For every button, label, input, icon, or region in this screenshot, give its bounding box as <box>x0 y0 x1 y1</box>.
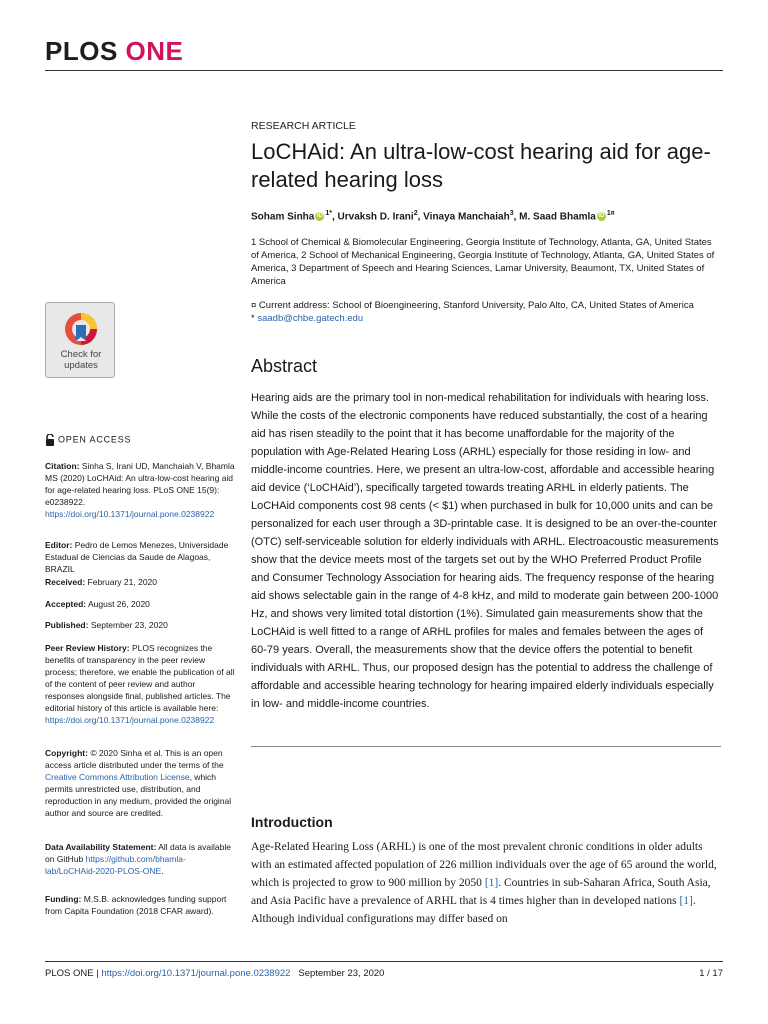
current-address: ¤ Current address: School of Bioengineering, Stanford University, Palo Alto, CA, United States of America <box>251 300 694 311</box>
citation-text: Sinha S, Irani UD, Manchaiah V, Bhamla MS (2020) LoCHAid: An ultra-low-cost hearing aid for age-related hearing loss. PLoS ONE 15(9): e0238922. <box>45 461 235 507</box>
orcid-icon[interactable]: iD <box>316 213 323 220</box>
accepted-date <box>45 598 235 610</box>
editor-block <box>45 539 235 575</box>
peer-review-text: PLOS recognizes the benefits of transparency in the peer review process; therefore, we enable the publication of all of the content of peer review and author responses alongside final, published articles. The editorial history of this article is available here: <box>45 643 235 713</box>
received-date <box>45 576 235 588</box>
citation-doi-link[interactable]: https://doi.org/10.1371/journal.pone.0238922 <box>45 509 215 519</box>
article-type: RESEARCH ARTICLE <box>251 120 356 132</box>
funding-label: Funding: <box>45 894 82 904</box>
check-for-updates-button[interactable] <box>45 302 115 378</box>
open-lock-icon <box>45 434 55 446</box>
introduction-text <box>251 838 721 928</box>
copyright-label: Copyright: <box>45 748 88 758</box>
funding-text: M.S.B. acknowledges funding support from Capita Foundation (2018 CFAR award). <box>45 894 227 916</box>
funding-block <box>45 893 235 917</box>
author-list: Soham Sinha iD $^{1*}$, Urvaksh D. Irani$^2$, Vinaya Manchaiah$^3$, M. Saad Bhamla iD $^{1¤}$ <box>251 210 615 223</box>
check-for-updates-label <box>46 349 116 371</box>
license-link[interactable]: Creative Commons Attribution License <box>45 772 190 782</box>
orcid-icon[interactable]: iD <box>598 213 605 220</box>
author-name[interactable]: Vinaya Manchaiah <box>423 211 510 223</box>
reference-link[interactable]: [1] <box>484 877 499 889</box>
data-availability-text: All data is available on GitHub <box>45 842 231 864</box>
citation-label: Citation: <box>45 461 80 471</box>
footer-separator: | <box>93 968 102 979</box>
journal-logo[interactable] <box>45 36 183 67</box>
check-for-updates-icon <box>63 311 99 347</box>
reference-link[interactable]: [1] <box>679 895 693 907</box>
logo-one: ONE <box>125 36 184 66</box>
data-availability-end: . <box>161 866 164 876</box>
peer-review-label: Peer Review History: <box>45 643 130 653</box>
intro-text-part: Age-Related Hearing Loss (ARHL) is one of the most prevalent chronic conditions in older adults with an estimated affected population of 226 million individuals over the age of 65 around the world, which is projected to grow to 900 million by 2050 <box>251 841 717 889</box>
check-updates-line2: updates <box>64 360 98 371</box>
published-date <box>45 619 235 631</box>
author-name[interactable]: M. Saad Bhamla <box>519 211 596 223</box>
data-availability-block <box>45 841 235 877</box>
page-footer <box>45 968 723 979</box>
accepted-label: Accepted: <box>45 599 87 609</box>
received-text: February 21, 2020 <box>85 577 157 587</box>
introduction-heading: Introduction <box>251 814 333 830</box>
footer-divider <box>45 961 723 962</box>
data-availability-label: Data Availability Statement: <box>45 842 157 852</box>
open-access-badge <box>45 434 131 446</box>
intro-text-part: . Countries in sub-Saharan Africa, South Asia, and Asia Pacific have a prevalence of ARHL that is 4 times higher than in developed nations <box>251 877 711 907</box>
header-divider <box>45 70 723 71</box>
author-affiliation-mark: 1* <box>325 210 332 217</box>
copyright-text-end: , which permits unrestricted use, distribution, and reproduction in any medium, provided the original author and source are credited. <box>45 772 232 818</box>
citation-block <box>45 460 235 520</box>
footer-date: September 23, 2020 <box>298 968 385 979</box>
github-link[interactable]: https://github.com/bhamla-lab/LoCHAid-2020-PLOS-ONE <box>45 854 186 876</box>
corresponding-author <box>251 312 721 325</box>
accepted-text: August 26, 2020 <box>86 599 150 609</box>
corresponding-email-link[interactable]: saadb@chbe.gatech.edu <box>257 313 364 324</box>
open-access-label: OPEN ACCESS <box>58 434 132 445</box>
copyright-block <box>45 747 235 819</box>
abstract-divider <box>251 746 721 747</box>
logo-plos: PLOS <box>45 36 118 66</box>
editor-label: Editor: <box>45 540 73 550</box>
article-title: LoCHAid: An ultra-low-cost hearing aid for age-related hearing loss <box>251 139 711 192</box>
editor-text: Pedro de Lemos Menezes, Universidade Estadual de Ciencias da Saude de Alagoas, BRAZIL <box>45 540 229 574</box>
page-number: 1 / 17 <box>699 968 723 979</box>
author-affiliation-mark: 1¤ <box>606 210 615 217</box>
footer-journal: PLOS ONE <box>45 968 94 979</box>
received-label: Received: <box>45 577 86 587</box>
corresponding-mark: * <box>251 313 258 324</box>
intro-text-part: . Although individual configurations may differ based on <box>251 895 696 925</box>
author-affiliation-mark: 2 <box>413 210 418 217</box>
published-label: Published: <box>45 620 89 630</box>
published-text: September 23, 2020 <box>88 620 168 630</box>
affiliations: 1 School of Chemical & Biomolecular Engineering, Georgia Institute of Technology, Atlanta, GA, United States of America, 2 School of Mechanical Engineering, Georgia Institute of Technology, Atlanta, GA, United States of America, 3 Department of Speech and Hearing Sciences, Lamar University, Beaumont, TX, United States of America <box>251 237 715 287</box>
peer-review-link[interactable]: https://doi.org/10.1371/journal.pone.0238922 <box>45 715 215 725</box>
current-address-block <box>251 299 721 325</box>
author-name[interactable]: Urvaksh D. Irani <box>337 211 414 223</box>
peer-review-block <box>45 642 235 726</box>
author-name[interactable]: Soham Sinha <box>251 211 315 223</box>
footer-doi-link[interactable]: https://doi.org/10.1371/journal.pone.0238922 <box>101 968 291 979</box>
copyright-text: © 2020 Sinha et al. This is an open access article distributed under the terms of the <box>45 748 224 770</box>
abstract-text: Hearing aids are the primary tool in non-medical rehabilitation for individuals with hearing loss. While the costs of the electronic components have reduced substantially, the cost of a hearing aid has risen steadily to the point that it has become unaffordable for the majority of the population with Age-Related Hearing Loss (ARHL) especially for those residing in low- and middle-income countries. Here, we present an ultra-low-cost, affordable and accessible hearing aid device (‘LoCHAid’), specifically targeted towards treating ARHL in elderly patients. The LoCHAid components cost 98 cents (< $1) when purchased in bulk for 10,000 units and can be personalized for each user through a 3D-printable case. It is designed to be an over-the-counter (OTC) self-serviceable solution for elderly individuals with ARHL. Electroacoustic measurements show that the device meets most of the targets set out by the WHO Preferred Product Profile and Consumer Technology Association for hearing aids. The frequency response of the hearing aid shows selectable gain in the range of 4-8 kHz, and mild to moderate gain between 200-1000 Hz, and shows very limited total distortion (1%). Simulated gain measurements show that the LoCHAid is well fitted to a range of ARHL profiles for males and females between the ages of 60-79 years. Overall, the measurements show that the device offers the potential to benefit individuals with ARHL. Thus, our proposed design has the potential to address the challenge of affordable and accessible hearing technology for hearing impaired elderly individuals especially in low- and middle-income countries. <box>251 392 719 710</box>
check-updates-line1: Check for <box>60 349 102 360</box>
author-affiliation-mark: 3 <box>509 210 514 217</box>
abstract-heading: Abstract <box>251 356 318 376</box>
